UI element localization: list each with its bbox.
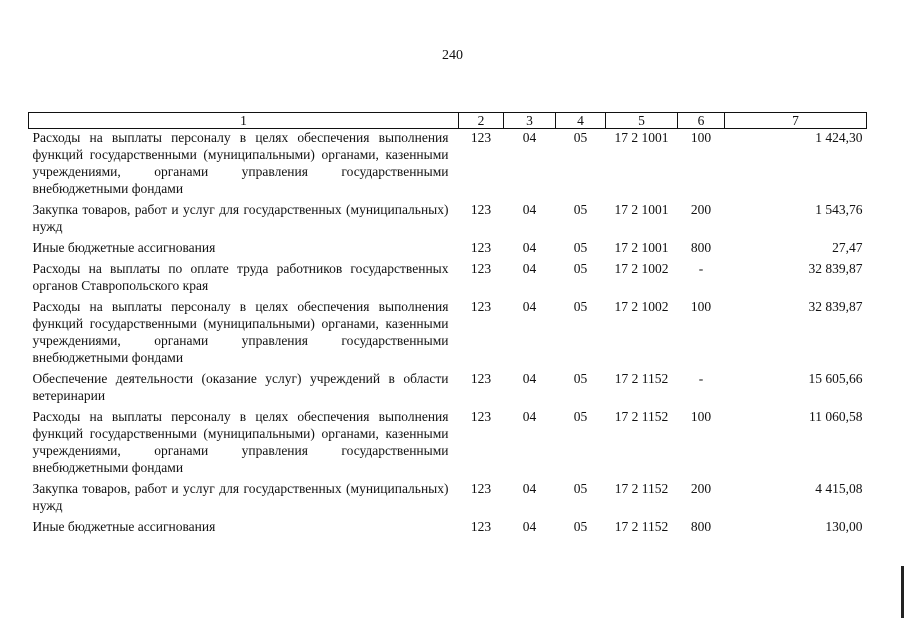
expense-name: Расходы на выплаты персоналу в целях обеспечения выполнения функций государственными (муниципальными) органами, казенными учреждениями, органами управления государственными внебюджетными фондами	[32, 130, 449, 196]
expense-type-code: 100	[690, 130, 712, 145]
table-row	[29, 518, 867, 539]
subsection-code: 05	[573, 481, 588, 496]
subsection-code: 05	[573, 409, 588, 424]
table-header-row	[29, 113, 867, 129]
subsection-code: 05	[573, 261, 588, 276]
expense-name: Обеспечение деятельности (оказание услуг) учреждений в области ветеринарии	[32, 371, 449, 403]
section-code: 04	[522, 130, 537, 145]
expense-type-code: 100	[690, 409, 712, 424]
column-header-6: 6	[678, 113, 725, 129]
expense-name: Иные бюджетные ассигнования	[32, 240, 216, 255]
column-header-3: 3	[504, 113, 556, 129]
target-article-code: 17 2 1001	[614, 130, 669, 145]
column-header-2: 2	[459, 113, 504, 129]
amount: 130,00	[825, 519, 863, 534]
ministry-code: 123	[470, 261, 492, 276]
ministry-code: 123	[470, 202, 492, 217]
page-number: 240	[442, 48, 463, 63]
target-article-code: 17 2 1152	[614, 371, 669, 386]
expense-type-code: 100	[690, 299, 712, 314]
amount: 32 839,87	[808, 261, 863, 276]
amount: 32 839,87	[808, 299, 863, 314]
expense-name: Закупка товаров, работ и услуг для государственных (муниципальных) нужд	[32, 481, 449, 513]
ministry-code: 123	[470, 409, 492, 424]
table-row	[29, 480, 867, 518]
scan-edge-mark	[901, 566, 904, 618]
table-row	[29, 370, 867, 408]
amount: 15 605,66	[808, 371, 863, 386]
budget-table	[28, 112, 867, 539]
table-row	[29, 239, 867, 260]
subsection-code: 05	[573, 519, 588, 534]
subsection-code: 05	[573, 299, 588, 314]
table-row	[29, 260, 867, 298]
ministry-code: 123	[470, 519, 492, 534]
subsection-code: 05	[573, 130, 588, 145]
expense-name: Иные бюджетные ассигнования	[32, 519, 216, 534]
section-code: 04	[522, 519, 537, 534]
amount: 1 424,30	[815, 130, 863, 145]
expense-type-code: 200	[690, 202, 712, 217]
section-code: 04	[522, 371, 537, 386]
subsection-code: 05	[573, 202, 588, 217]
section-code: 04	[522, 261, 537, 276]
column-header-4: 4	[556, 113, 606, 129]
section-code: 04	[522, 409, 537, 424]
target-article-code: 17 2 1002	[614, 261, 669, 276]
expense-type-code: -	[698, 371, 704, 386]
section-code: 04	[522, 240, 537, 255]
expense-type-code: 800	[690, 519, 712, 534]
expense-type-code: 200	[690, 481, 712, 496]
table-row	[29, 129, 867, 202]
target-article-code: 17 2 1152	[614, 409, 669, 424]
column-header-1: 1	[29, 113, 459, 129]
expense-name: Расходы на выплаты по оплате труда работников государственных органов Ставропольского края	[32, 261, 449, 293]
table-row	[29, 201, 867, 239]
expense-name: Расходы на выплаты персоналу в целях обеспечения выполнения функций государственными (муниципальными) органами, казенными учреждениями, органами управления государственными внебюджетными фондами	[32, 299, 449, 365]
ministry-code: 123	[470, 481, 492, 496]
target-article-code: 17 2 1152	[614, 519, 669, 534]
column-header-5: 5	[606, 113, 678, 129]
amount: 4 415,08	[815, 481, 863, 496]
target-article-code: 17 2 1001	[614, 202, 669, 217]
target-article-code: 17 2 1152	[614, 481, 669, 496]
amount: 27,47	[832, 240, 863, 255]
section-code: 04	[522, 481, 537, 496]
target-article-code: 17 2 1002	[614, 299, 669, 314]
ministry-code: 123	[470, 240, 492, 255]
subsection-code: 05	[573, 371, 588, 386]
subsection-code: 05	[573, 240, 588, 255]
table-row	[29, 408, 867, 480]
amount: 11 060,58	[809, 409, 863, 424]
amount: 1 543,76	[815, 202, 863, 217]
column-header-7: 7	[725, 113, 867, 129]
ministry-code: 123	[470, 130, 492, 145]
ministry-code: 123	[470, 299, 492, 314]
ministry-code: 123	[470, 371, 492, 386]
expense-type-code: -	[698, 261, 704, 276]
table-row	[29, 298, 867, 370]
section-code: 04	[522, 202, 537, 217]
expense-type-code: 800	[690, 240, 712, 255]
expense-name: Расходы на выплаты персоналу в целях обеспечения выполнения функций государственными (муниципальными) органами, казенными учреждениями, органами управления государственными внебюджетными фондами	[32, 409, 449, 475]
target-article-code: 17 2 1001	[614, 240, 669, 255]
section-code: 04	[522, 299, 537, 314]
expense-name: Закупка товаров, работ и услуг для государственных (муниципальных) нужд	[32, 202, 449, 234]
